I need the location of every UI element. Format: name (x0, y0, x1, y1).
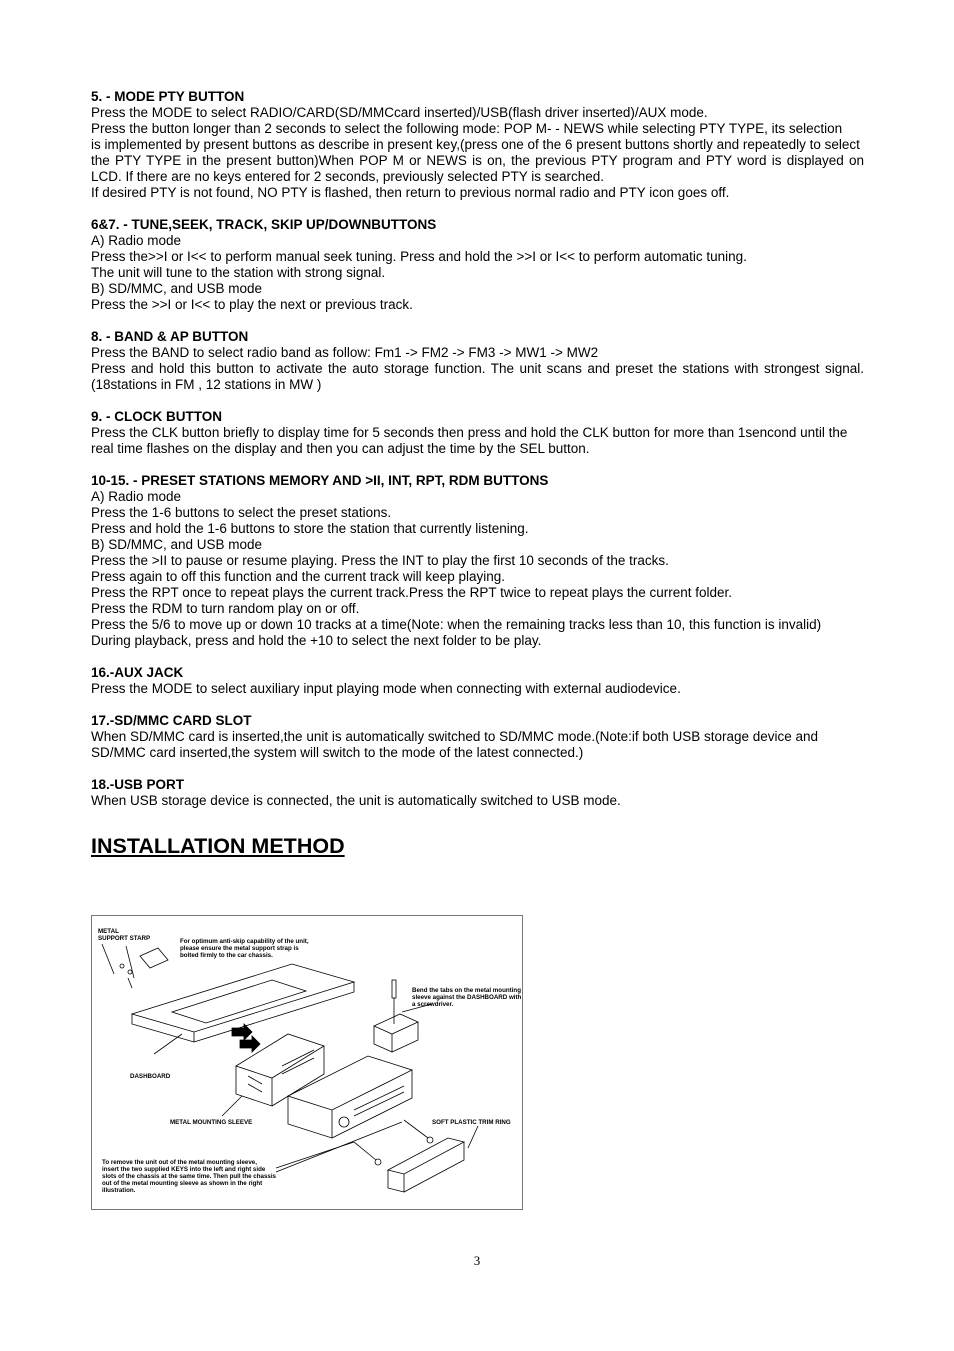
text-line: Press and hold this button to activate the auto storage function. The unit scans and preset the stations with strongest signal.(18stations in FM , 12 stations in MW ) (91, 361, 864, 392)
page-number: 3 (473, 1253, 481, 1268)
section-heading: 17.-SD/MMC CARD SLOT (91, 713, 252, 728)
label-sleeve: METAL MOUNTING SLEEVE (170, 1119, 253, 1126)
section-clock (91, 409, 864, 457)
section-usb-port (91, 777, 864, 809)
bracket-detail-icon (374, 1004, 432, 1052)
note-bend: a screwdriver. (412, 1001, 454, 1008)
text-line: Press the BAND to select radio band as follow: Fm1 -> FM2 -> FM3 -> MW1 -> MW2 (91, 345, 599, 360)
note-remove: slots of the chassis at the same time. Then pull the chassis (102, 1173, 276, 1180)
label-trim: SOFT PLASTIC TRIM RING (432, 1119, 511, 1126)
text-line: Press the RDM to turn random play on or off. (91, 601, 360, 616)
text-line: When USB storage device is connected, the unit is automatically switched to USB mode. (91, 793, 621, 808)
label-strap: METAL (98, 928, 119, 935)
note-remove: illustration. (102, 1187, 136, 1194)
insert-arrow-icon (232, 1024, 260, 1052)
section-heading: 5. - MODE PTY BUTTON (91, 89, 245, 104)
section-heading: 9. - CLOCK BUTTON (91, 409, 222, 424)
text-line: B) SD/MMC, and USB mode (91, 281, 263, 296)
section-sd-card-slot (91, 713, 864, 761)
text-line: The unit will tune to the station with strong signal. (91, 265, 386, 280)
text-line: Press the >>I or I<< to play the next or previous track. (91, 297, 413, 312)
text-line: A) Radio mode (91, 233, 182, 248)
section-heading: 16.-AUX JACK (91, 665, 184, 680)
text-line: Press the 1-6 buttons to select the preset stations. (91, 505, 392, 520)
text-line: Press the >II to pause or resume playing. Press the INT to play the first 10 seconds of the tracks. (91, 553, 669, 568)
text-line: Press and hold the 1-6 buttons to store the station that currently listening. (91, 521, 529, 536)
key-icon (354, 1120, 433, 1165)
note-strap: bolted firmly to the car chassis. (180, 952, 273, 959)
text-line: Press the>>I or I<< to perform manual seek tuning. Press and hold the >>I or I<< to perform automatic tuning. (91, 249, 747, 264)
section-band-ap (91, 329, 864, 393)
text-line: the PTY TYPE in the present button)When POP M or NEWS is on, the previous PTY program and PTY word is displayed on LCD. If there are no keys entered for 2 seconds, previously selected PTY is searched. (91, 153, 864, 184)
text-line: B) SD/MMC, and USB mode (91, 537, 263, 552)
installation-title: INSTALLATION METHOD (91, 834, 345, 858)
section-heading: 18.-USB PORT (91, 777, 185, 792)
section-heading: 8. - BAND & AP BUTTON (91, 329, 249, 344)
note-bend: sleeve against the DASHBOARD with (412, 994, 522, 1001)
text-line: During playback, press and hold the +10 to select the next folder to be play. (91, 633, 542, 648)
text-line: Press the RPT once to repeat plays the current track.Press the RPT twice to repeat plays the current folder. (91, 585, 733, 600)
support-strap-icon (102, 944, 168, 988)
mounting-sleeve-icon (222, 1034, 324, 1116)
section-heading: 10-15. - PRESET STATIONS MEMORY AND >II, INT, RPT, RDM BUTTONS (91, 473, 549, 488)
text-line: If desired PTY is not found, NO PTY is flashed, then return to previous normal radio and PTY icon goes off. (91, 185, 730, 200)
manual-page (91, 89, 864, 859)
text-line: Press the MODE to select RADIO/CARD(SD/MMCcard inserted)/USB(flash driver inserted)/AUX mode. (91, 105, 708, 120)
text-line: Press the button longer than 2 seconds to select the following mode: POP M- - NEWS while selecting PTY TYPE, its selection (91, 121, 843, 136)
note-strap: please ensure the metal support strap is (180, 945, 299, 952)
note-strap: For optimum anti-skip capability of the unit, (180, 938, 309, 945)
note-remove: out of the metal mounting sleeve as shown in the right (102, 1180, 263, 1187)
trim-ring-icon (388, 1126, 478, 1192)
text-line: Press the MODE to select auxiliary input playing mode when connecting with external audiodevice. (91, 681, 681, 696)
note-bend: Bend the tabs on the metal mounting (412, 987, 521, 994)
installation-diagram (91, 915, 523, 1210)
text-line: When SD/MMC card is inserted,the unit is automatically switched to SD/MMC mode.(Note:if both USB storage device and SD/MMC card inserted,the system will switch to the mode of the latest connected.) (91, 729, 819, 760)
section-aux-jack (91, 665, 864, 697)
text-line: is implemented by present buttons as describe in present key,(press one of the 6 present buttons shortly and repeatedly to select (91, 137, 860, 152)
note-remove: To remove the unit out of the metal mounting sleeve, (102, 1159, 257, 1166)
text-line: A) Radio mode (91, 489, 182, 504)
text-line: Press the 5/6 to move up or down 10 tracks at a time(Note: when the remaining tracks less than 10, this function is invalid) (91, 617, 822, 632)
text-line: Press the CLK button briefly to display time for 5 seconds then press and hold the CLK button for more than 1sencond until the real time flashes on the display and then you can adjust the time by the SEL button. (91, 425, 848, 456)
section-tune-seek (91, 217, 864, 313)
section-preset-stations (91, 473, 864, 649)
label-strap: SUPPORT STARP (98, 935, 151, 942)
text-line: Press again to off this function and the current track will keep playing. (91, 569, 505, 584)
label-dashboard: DASHBOARD (130, 1073, 171, 1080)
note-remove: insert the two supplied KEYS into the left and right side (102, 1166, 266, 1173)
section-mode-pty (91, 89, 864, 201)
section-heading: 6&7. - TUNE,SEEK, TRACK, SKIP UP/DOWNBUTTONS (91, 217, 437, 232)
